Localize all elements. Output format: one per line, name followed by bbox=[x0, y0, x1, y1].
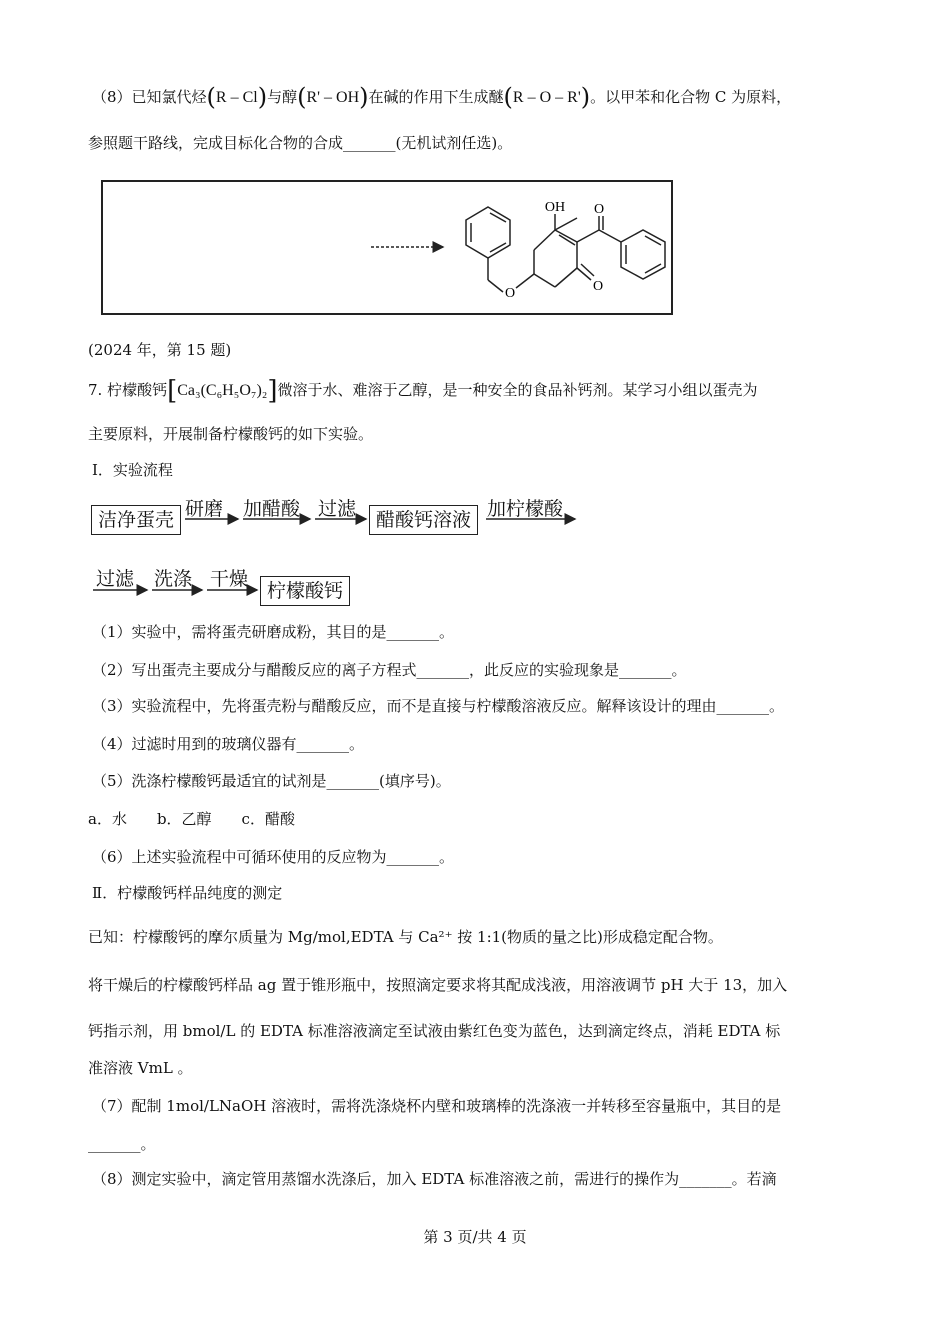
flow-box-eggshell: 洁净蛋壳 bbox=[91, 505, 181, 535]
procedure-line3: 准溶液 VmL 。 bbox=[88, 1059, 193, 1077]
q8-top-line1: （8）已知氯代烃(R – Cl)与醇(R' – OH)在碱的作用下生成醚(R – O – R')。以甲苯和化合物 C 为原料， bbox=[92, 83, 792, 111]
question-6: （6）上述实验流程中可循环使用的反应物为_______。 bbox=[92, 848, 455, 866]
q7-line1: 7. 柠檬酸钙[Ca₃(C₆H₅O₇)₂]微溶于水、难溶于乙醇，是一种安全的食品补钙剂。某学习小组以蛋壳为 bbox=[88, 376, 758, 406]
flow-box-calcium-citrate: 柠檬酸钙 bbox=[260, 576, 350, 606]
ring-o-label: O bbox=[592, 279, 604, 294]
procedure-line2: 钙指示剂，用 bmol/L 的 EDTA 标准溶液滴定至试液由紫红色变为蓝色，达到滴定终点，消耗 EDTA 标 bbox=[88, 1022, 781, 1040]
flow-step-wash: 洗涤 bbox=[154, 568, 193, 590]
question-7-line2: _______。 bbox=[88, 1135, 156, 1153]
section-2-title: Ⅱ．柠檬酸钙样品纯度的测定 bbox=[92, 884, 283, 902]
question-5-options: a．水 b．乙醇 c．醋酸 bbox=[88, 810, 295, 828]
flow-step-filter2: 过滤 bbox=[96, 568, 135, 590]
flow-step-dry: 干燥 bbox=[210, 568, 249, 590]
section-1-title: Ⅰ．实验流程 bbox=[92, 461, 173, 479]
source-note: (2024 年，第 15 题) bbox=[88, 341, 232, 359]
flow-box-calcium-acetate: 醋酸钙溶液 bbox=[369, 505, 478, 535]
flow-step-citric: 加柠檬酸 bbox=[487, 498, 564, 520]
procedure-line1: 将干燥后的柠檬酸钙样品 ag 置于锥形瓶中，按照滴定要求将其配成浅液，用溶液调节 pH 大于 13，加入 bbox=[88, 976, 788, 994]
flow-arrows bbox=[0, 0, 950, 620]
q7-line2: 主要原料，开展制备柠檬酸钙的如下实验。 bbox=[88, 425, 374, 443]
question-4: （4）过滤时用到的玻璃仪器有_______。 bbox=[92, 735, 365, 753]
question-3: （3）实验流程中，先将蛋壳粉与醋酸反应，而不是直接与柠檬酸溶液反应。解释该设计的理由_______。 bbox=[92, 697, 785, 715]
flow-step-grind: 研磨 bbox=[185, 498, 224, 520]
oh-label: OH bbox=[544, 200, 566, 215]
flow-step-filter1: 过滤 bbox=[318, 498, 357, 520]
page-footer: 第 3 页/共 4 页 bbox=[423, 1228, 527, 1246]
question-2: （2）写出蛋壳主要成分与醋酸反应的离子方程式_______，此反应的实验现象是_______。 bbox=[92, 661, 687, 679]
q8-top-line2: 参照题干路线，完成目标化合物的合成_______(无机试剂任选)。 bbox=[88, 134, 513, 152]
known-info: 已知：柠檬酸钙的摩尔质量为 Mg/mol,EDTA 与 Ca²⁺ 按 1:1(物质的量之比)形成稳定配合物。 bbox=[88, 928, 723, 946]
question-7-line1: （7）配制 1mol/LNaOH 溶液时，需将洗涤烧杯内壁和玻璃棒的洗涤液一并转移至容量瓶中，其目的是 bbox=[92, 1097, 782, 1115]
flow-step-acetic: 加醋酸 bbox=[243, 498, 301, 520]
ketone-o-label: O bbox=[593, 202, 605, 217]
question-8-bottom: （8）测定实验中，滴定管用蒸馏水洗涤后，加入 EDTA 标准溶液之前，需进行的操作为_______。若滴 bbox=[92, 1170, 777, 1188]
question-5: （5）洗涤柠檬酸钙最适宜的试剂是_______(填序号)。 bbox=[92, 772, 451, 790]
ether-o-label: O bbox=[504, 286, 516, 301]
question-1: （1）实验中，需将蛋壳研磨成粉，其目的是_______。 bbox=[92, 623, 455, 641]
